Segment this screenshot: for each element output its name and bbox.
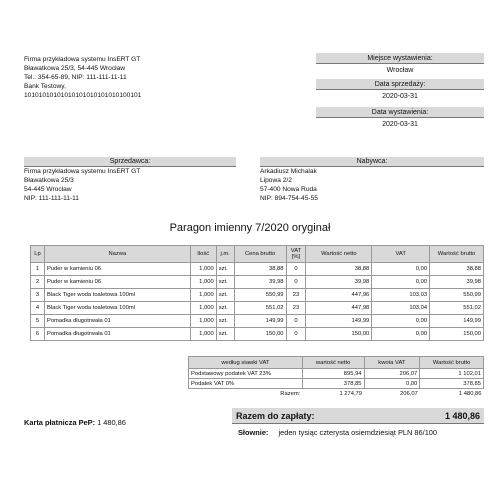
amount-in-words-value: jeden tysiąc czterysta osiemdziesiąt PLN 86/100 bbox=[278, 428, 438, 437]
cell: 149,99 bbox=[430, 315, 484, 328]
table-row bbox=[31, 289, 484, 302]
place-of-issue-label: Miejsce wystawienia: bbox=[316, 53, 484, 64]
vat-total-row bbox=[189, 389, 484, 399]
vat-total-vat: 206,07 bbox=[400, 390, 418, 397]
cell: Black Tiger woda toaletowa 100ml bbox=[44, 302, 190, 315]
sale-date-value: 2020-03-31 bbox=[382, 93, 418, 100]
items-table bbox=[30, 245, 484, 341]
cell: 550,99 bbox=[234, 289, 286, 302]
issue-date-value: 2020-03-31 bbox=[382, 121, 418, 128]
buyer-heading: Nabywca: bbox=[260, 157, 484, 167]
amount-due-label: Razem do zapłaty: bbox=[236, 411, 315, 421]
amount-in-words bbox=[238, 428, 437, 437]
cell: 0,00 bbox=[372, 315, 430, 328]
buyer-line: Arkadiusz Michalak bbox=[260, 168, 317, 175]
cell: 378,85 bbox=[302, 379, 364, 389]
col-header: VAT bbox=[372, 246, 430, 263]
cell: Puder w kamieniu 06 bbox=[44, 263, 190, 276]
cell: 0,00 bbox=[364, 379, 420, 389]
cell: 150,00 bbox=[430, 328, 484, 341]
table-row bbox=[31, 315, 484, 328]
payment-info bbox=[24, 418, 126, 427]
sale-date-label: Data sprzedaży: bbox=[316, 79, 484, 90]
buyer-line: NIP: 894-754-45-55 bbox=[260, 195, 318, 202]
col-header: Cena brutto bbox=[234, 246, 286, 263]
col-header: według stawki VAT bbox=[189, 357, 303, 369]
cell: 1,000 bbox=[190, 276, 216, 289]
col-header: kwota VAT bbox=[364, 357, 420, 369]
cell: Black Tiger woda toaletowa 100ml bbox=[44, 289, 190, 302]
seller-line: Firma przykładowa systemu InsERT GT bbox=[24, 168, 141, 175]
cell: 0 bbox=[286, 328, 306, 341]
cell: 149,99 bbox=[234, 315, 286, 328]
issue-date-label: Data wystawienia: bbox=[316, 107, 484, 118]
cell: 23 bbox=[286, 289, 306, 302]
table-row bbox=[31, 276, 484, 289]
cell: 2 bbox=[31, 276, 45, 289]
amount-due-bar bbox=[232, 408, 484, 424]
cell: 378,85 bbox=[420, 379, 484, 389]
cell: 0 bbox=[286, 263, 306, 276]
cell: 23 bbox=[286, 302, 306, 315]
amount-due-value: 1 480,86 bbox=[444, 411, 480, 421]
col-header: Wartość brutto bbox=[430, 246, 484, 263]
cell: 1,000 bbox=[190, 263, 216, 276]
vat-summary-table bbox=[188, 356, 484, 399]
cell: 39,98 bbox=[234, 276, 286, 289]
cell: 0,00 bbox=[372, 328, 430, 341]
table-row bbox=[189, 379, 484, 389]
col-header: Wartość brutto bbox=[420, 357, 484, 369]
place-of-issue bbox=[316, 53, 484, 77]
cell: szt. bbox=[216, 276, 234, 289]
cell: 6 bbox=[31, 328, 45, 341]
cell: 39,98 bbox=[306, 276, 372, 289]
col-header: wartość netto bbox=[302, 357, 364, 369]
cell: 103,04 bbox=[372, 302, 430, 315]
cell: 38,88 bbox=[306, 263, 372, 276]
vat-total-label: Razem: bbox=[280, 390, 301, 397]
issuer-line: Tel.: 354-65-89, NIP: 111-111-11-11 bbox=[24, 74, 127, 81]
cell: Pomadka długotrwała 01 bbox=[44, 328, 190, 341]
cell: szt. bbox=[216, 328, 234, 341]
cell: 38,88 bbox=[234, 263, 286, 276]
cell: 150,00 bbox=[306, 328, 372, 341]
payment-value: 1 480,86 bbox=[97, 418, 126, 427]
seller-heading: Sprzedawca: bbox=[24, 157, 236, 167]
cell: 551,02 bbox=[430, 302, 484, 315]
cell: 0,00 bbox=[372, 263, 430, 276]
vat-total-net: 1 274,79 bbox=[339, 390, 363, 397]
cell: 4 bbox=[31, 302, 45, 315]
cell: szt. bbox=[216, 289, 234, 302]
sale-date bbox=[316, 79, 484, 103]
cell: Podatek VAT 0% bbox=[189, 379, 303, 389]
cell: 1,000 bbox=[190, 328, 216, 341]
cell: 1 102,01 bbox=[420, 369, 484, 379]
cell: 39,98 bbox=[430, 276, 484, 289]
document-title: Paragon imienny 7/2020 oryginał bbox=[169, 222, 331, 234]
cell: 149,99 bbox=[306, 315, 372, 328]
seller-section bbox=[24, 157, 236, 203]
cell: szt. bbox=[216, 263, 234, 276]
issue-date bbox=[316, 107, 484, 131]
cell: 551,02 bbox=[234, 302, 286, 315]
buyer-line: 57-400 Nowa Ruda bbox=[260, 186, 317, 193]
cell: 447,96 bbox=[306, 289, 372, 302]
items-header-row bbox=[31, 246, 484, 263]
col-header: Wartość netto bbox=[306, 246, 372, 263]
cell: 38,88 bbox=[430, 263, 484, 276]
issuer-line: Firma przykładowa systemu InsERT GT bbox=[24, 56, 141, 63]
amount-in-words-label: Słownie: bbox=[238, 428, 269, 437]
table-row bbox=[31, 328, 484, 341]
cell: 1,000 bbox=[190, 289, 216, 302]
cell: 447,98 bbox=[306, 302, 372, 315]
seller-line: Bławatkowa 25/3 bbox=[24, 177, 74, 184]
buyer-section bbox=[260, 157, 484, 203]
cell: szt. bbox=[216, 315, 234, 328]
cell: 550,99 bbox=[430, 289, 484, 302]
table-row bbox=[189, 369, 484, 379]
vat-total-gross: 1 480,86 bbox=[458, 390, 482, 397]
cell: 0 bbox=[286, 315, 306, 328]
cell: 0 bbox=[286, 276, 306, 289]
col-header: Ilość bbox=[190, 246, 216, 263]
col-header: VAT [%] bbox=[286, 246, 306, 263]
cell: Pomadka długotrwała 01 bbox=[44, 315, 190, 328]
col-header: Nazwa bbox=[44, 246, 190, 263]
issuer-line: Bank Testowy, bbox=[24, 83, 66, 90]
seller-line: 54-445 Wrocław bbox=[24, 186, 72, 193]
cell: 1 bbox=[31, 263, 45, 276]
cell: 206,07 bbox=[364, 369, 420, 379]
cell: 103,03 bbox=[372, 289, 430, 302]
cell: 150,00 bbox=[234, 328, 286, 341]
table-row bbox=[31, 302, 484, 315]
cell: 5 bbox=[31, 315, 45, 328]
payment-label: Karta płatnicza PeP: bbox=[24, 418, 96, 427]
cell: 0,00 bbox=[372, 276, 430, 289]
cell: 1,000 bbox=[190, 302, 216, 315]
cell: Puder w kamieniu 06 bbox=[44, 276, 190, 289]
seller-line: NIP: 111-111-11-11 bbox=[24, 195, 79, 202]
cell: 1,000 bbox=[190, 315, 216, 328]
cell: 3 bbox=[31, 289, 45, 302]
cell: szt. bbox=[216, 302, 234, 315]
table-row bbox=[31, 263, 484, 276]
issuer-header bbox=[24, 55, 224, 100]
cell: 895,94 bbox=[302, 369, 364, 379]
issuer-line: 10101010101010101010101010100101 bbox=[24, 92, 142, 99]
cell: Podstawowy podatek VAT 23% bbox=[189, 369, 303, 379]
vat-header-row bbox=[189, 357, 484, 369]
col-header: j.m. bbox=[216, 246, 234, 263]
buyer-line: Lipowa 2/2 bbox=[260, 177, 292, 184]
issuer-line: Bławatkowa 25/3, 54-445 Wrocław bbox=[24, 65, 126, 72]
col-header: Lp bbox=[31, 246, 45, 263]
place-of-issue-value: Wrocław bbox=[386, 67, 414, 74]
